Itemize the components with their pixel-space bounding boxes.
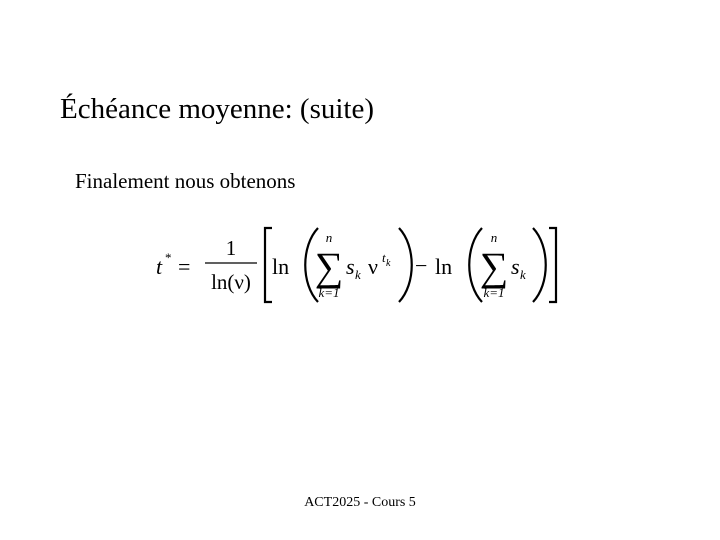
left-bracket [265, 228, 272, 302]
sum-upper-2: n [490, 230, 498, 245]
body-text: Finalement nous obtenons [75, 169, 296, 193]
sum-upper-1: n [325, 230, 333, 245]
formula-s-sub-1: k [355, 267, 361, 282]
formula-s-1: s [346, 254, 355, 279]
right-paren-2 [533, 228, 546, 302]
formula-s-sub-2: k [520, 267, 526, 282]
formula-numerator: 1 [225, 236, 237, 260]
formula-ln-2: ln [435, 254, 453, 279]
sigma-1: ∑ [314, 244, 344, 289]
slide-title: Échéance moyenne: (suite) [60, 93, 375, 125]
right-paren-1 [399, 228, 412, 302]
right-bracket [549, 228, 556, 302]
formula-equals: = [178, 254, 191, 279]
formula-lhs-sup: * [165, 250, 172, 265]
formula-t-exp: t [382, 250, 386, 265]
formula-ln-1: ln [272, 254, 290, 279]
formula-s-2: s [511, 254, 520, 279]
sum-lower-2: k=1 [483, 285, 505, 300]
formula-t-exp-sub: k [386, 258, 391, 269]
formula [148, 222, 568, 312]
sigma-2: ∑ [479, 244, 509, 289]
sum-lower-1: k=1 [318, 285, 340, 300]
formula-denominator: ln(ν) [211, 270, 251, 294]
formula-nu: ν [368, 254, 378, 279]
formula-lhs-var: t [156, 254, 163, 279]
slide-footer: ACT2025 - Cours 5 [304, 495, 416, 510]
formula-minus: − [415, 253, 428, 278]
